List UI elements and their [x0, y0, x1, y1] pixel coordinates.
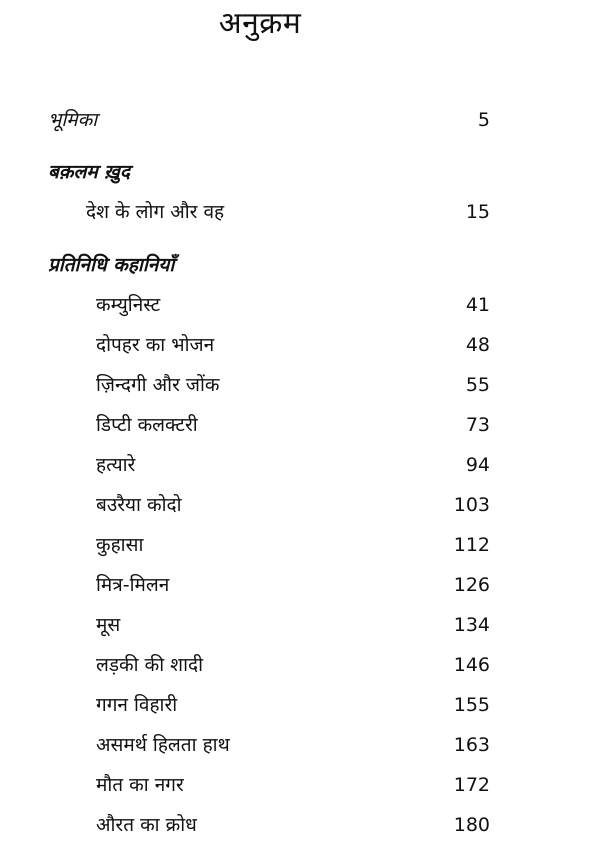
toc-entry-label: कम्युनिस्ट [96, 294, 161, 316]
toc-entry-label: हत्यारे [96, 454, 136, 476]
toc-entry-page: 134 [453, 614, 490, 636]
toc-entry-page: 48 [465, 334, 490, 356]
toc-entry-label: देश के लोग और वह [86, 201, 225, 223]
toc-entry-page: 180 [453, 814, 490, 836]
toc-entry-page: 41 [465, 294, 490, 316]
toc-entry-label: भूमिका [48, 109, 98, 131]
toc-entry [96, 651, 490, 679]
toc-entry [96, 331, 490, 359]
toc-entry [96, 731, 490, 759]
toc-entry-page: 94 [465, 454, 490, 476]
toc-entry-label: डिप्टी कलक्टरी [96, 414, 198, 436]
toc-entry [86, 198, 490, 226]
toc-entry [96, 291, 490, 319]
toc-entry-label: मूस [96, 614, 121, 636]
toc-entry-page: 55 [465, 374, 490, 396]
toc-entry-page: 126 [453, 574, 490, 596]
toc-entry [96, 411, 490, 439]
toc-entry-label: मौत का नगर [96, 774, 184, 796]
toc-entry [96, 451, 490, 479]
toc-entry-label: कुहासा [96, 534, 144, 556]
toc-entry-label: औरत का क्रोध [96, 814, 197, 836]
page-title: अनुक्रम [218, 6, 302, 41]
toc-entry-label: ज़िन्दगी और जोंक [96, 374, 220, 396]
toc-entry-label: बउरैया कोदो [96, 494, 182, 516]
toc-entry-page: 172 [453, 774, 490, 796]
section-heading: प्रतिनिधि कहानियाँ [48, 254, 175, 276]
toc-entry [96, 691, 490, 719]
toc-entry [96, 771, 490, 799]
toc-entry [96, 371, 490, 399]
toc-entry-page: 155 [453, 694, 490, 716]
toc-entry-page: 73 [465, 414, 490, 436]
toc-entry-label: मित्र-मिलन [96, 574, 170, 596]
toc-entry-page: 146 [453, 654, 490, 676]
toc-entry-label: दोपहर का भोजन [96, 334, 215, 356]
toc-entry-label: गगन विहारी [96, 694, 178, 716]
toc-entry [96, 571, 490, 599]
toc-entry [96, 531, 490, 559]
toc-entry-page: 15 [465, 201, 490, 223]
toc-entry [96, 611, 490, 639]
section-heading: बक़लम ख़ुद [48, 161, 130, 183]
toc-entry-page: 112 [453, 534, 490, 556]
toc-entry-page: 5 [477, 109, 490, 131]
toc-entry-page: 163 [453, 734, 490, 756]
toc-entry [96, 491, 490, 519]
toc-entry-intro [48, 106, 490, 134]
toc-entry-page: 103 [453, 494, 490, 516]
toc-entry-label: लड़की की शादी [96, 654, 204, 676]
toc-entry-label: असमर्थ हिलता हाथ [96, 734, 230, 756]
toc-entry [96, 811, 490, 839]
